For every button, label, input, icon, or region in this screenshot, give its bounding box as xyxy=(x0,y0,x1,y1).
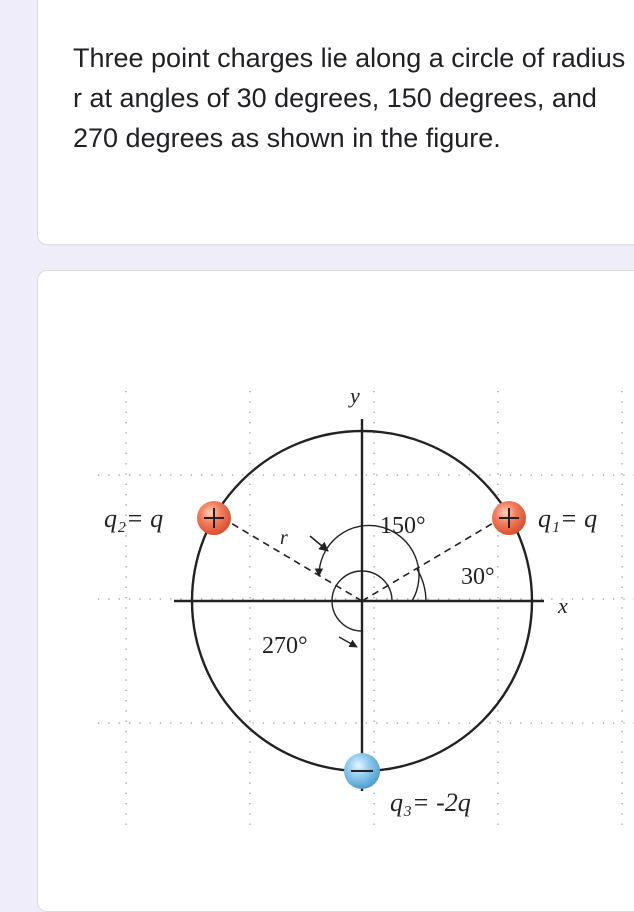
radius-label: r xyxy=(280,527,288,549)
charge-q2 xyxy=(197,501,231,535)
radius-arrow xyxy=(310,536,328,551)
charge-q2-label: q₂= q xyxy=(104,504,164,533)
charge-q3-label: q₃= -2q xyxy=(390,788,471,817)
angle-label-30: 30° xyxy=(461,564,495,590)
angle-label-150: 150° xyxy=(380,513,426,539)
radius-line-150 xyxy=(224,519,362,601)
charge-q1 xyxy=(492,501,526,535)
question-text: Three point charges lie along a circle of radius r at angles of 30 degrees, 150 degrees, and 270 degrees as shown in the figure. xyxy=(73,43,626,153)
x-axis-label: x xyxy=(558,593,568,618)
question-card xyxy=(37,0,634,245)
charge-q3 xyxy=(344,753,380,789)
angle-arrow-270 xyxy=(339,637,357,647)
charge-q1-label: q₁= q xyxy=(538,504,598,533)
figure-card xyxy=(37,270,634,912)
charge-circle-figure xyxy=(38,271,634,881)
y-axis-label: y xyxy=(350,383,360,408)
angle-label-270: 270° xyxy=(262,633,308,659)
